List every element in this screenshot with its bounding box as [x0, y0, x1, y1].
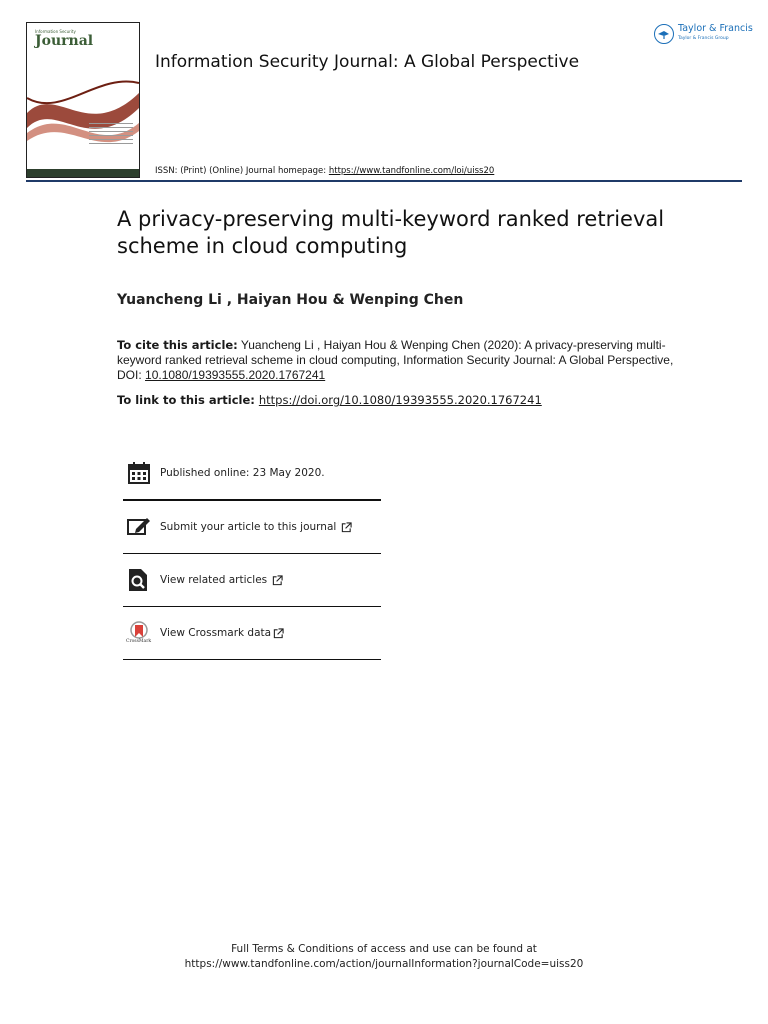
article-actions-list — [123, 447, 381, 660]
cite-label: To cite this article: — [117, 338, 238, 352]
link-label: To link to this article: — [117, 393, 255, 407]
terms-url[interactable]: https://www.tandfonline.com/action/journalInformation?journalCode=uiss20 — [184, 958, 584, 970]
crossmark-label: CrossMark — [126, 639, 152, 644]
terms-line: Full Terms & Conditions of access and use can be found at — [231, 943, 537, 955]
related-articles-item[interactable] — [123, 554, 381, 607]
calendar-icon — [127, 461, 151, 485]
edit-icon — [127, 515, 151, 539]
publisher-logo — [654, 22, 753, 48]
article-link-block — [117, 393, 542, 407]
publisher-logo-icon — [654, 24, 674, 44]
cover-wave-art — [27, 63, 139, 163]
published-online-item — [123, 447, 381, 501]
issn-text: ISSN: (Print) (Online) Journal homepage: — [155, 166, 329, 176]
article-doi-link[interactable]: https://doi.org/10.1080/19393555.2020.1767241 — [258, 393, 542, 407]
article-title: A privacy-preserving multi-keyword ranked retrieval scheme in cloud computing — [117, 207, 665, 258]
journal-cover — [26, 22, 140, 178]
related-articles-text[interactable]: View related articles — [160, 574, 268, 586]
external-link-icon — [341, 522, 352, 533]
citation-block — [117, 338, 677, 383]
journal-title: Information Security Journal: A Global Perspective — [155, 52, 580, 72]
cover-small-text: Information Security — [35, 29, 76, 34]
header-divider — [26, 180, 742, 182]
published-online-text: Published online: 23 May 2020. — [160, 467, 325, 479]
external-link-icon — [273, 628, 284, 639]
crossmark-icon — [127, 621, 151, 645]
submit-article-item[interactable] — [123, 501, 381, 554]
cover-bottom-bar — [27, 169, 139, 177]
search-document-icon — [127, 568, 151, 592]
submit-article-text[interactable]: Submit your article to this journal — [160, 521, 337, 533]
crossmark-item[interactable] — [123, 607, 381, 660]
cite-text: Yuancheng Li , Haiyan Hou & Wenping Chen (2020): A privacy-preserving multi-keyword ranked retrieval scheme in cloud computing, Information Security Journal: A Global Perspective, DOI: — [117, 338, 674, 382]
publisher-name: Taylor & Francis — [678, 23, 753, 34]
external-link-icon — [272, 575, 283, 586]
cite-doi-link[interactable]: 10.1080/19393555.2020.1767241 — [145, 368, 326, 382]
article-authors: Yuancheng Li , Haiyan Hou & Wenping Chen — [117, 292, 464, 308]
issn-homepage-line — [155, 166, 494, 176]
cover-text-lines — [89, 123, 133, 147]
cover-journal-word: Journal — [35, 33, 94, 49]
crossmark-text[interactable]: View Crossmark data — [160, 627, 272, 639]
publisher-group: Taylor & Francis Group — [678, 36, 729, 41]
terms-footer — [0, 942, 768, 972]
journal-homepage-link[interactable]: https://www.tandfonline.com/loi/uiss20 — [328, 166, 495, 176]
